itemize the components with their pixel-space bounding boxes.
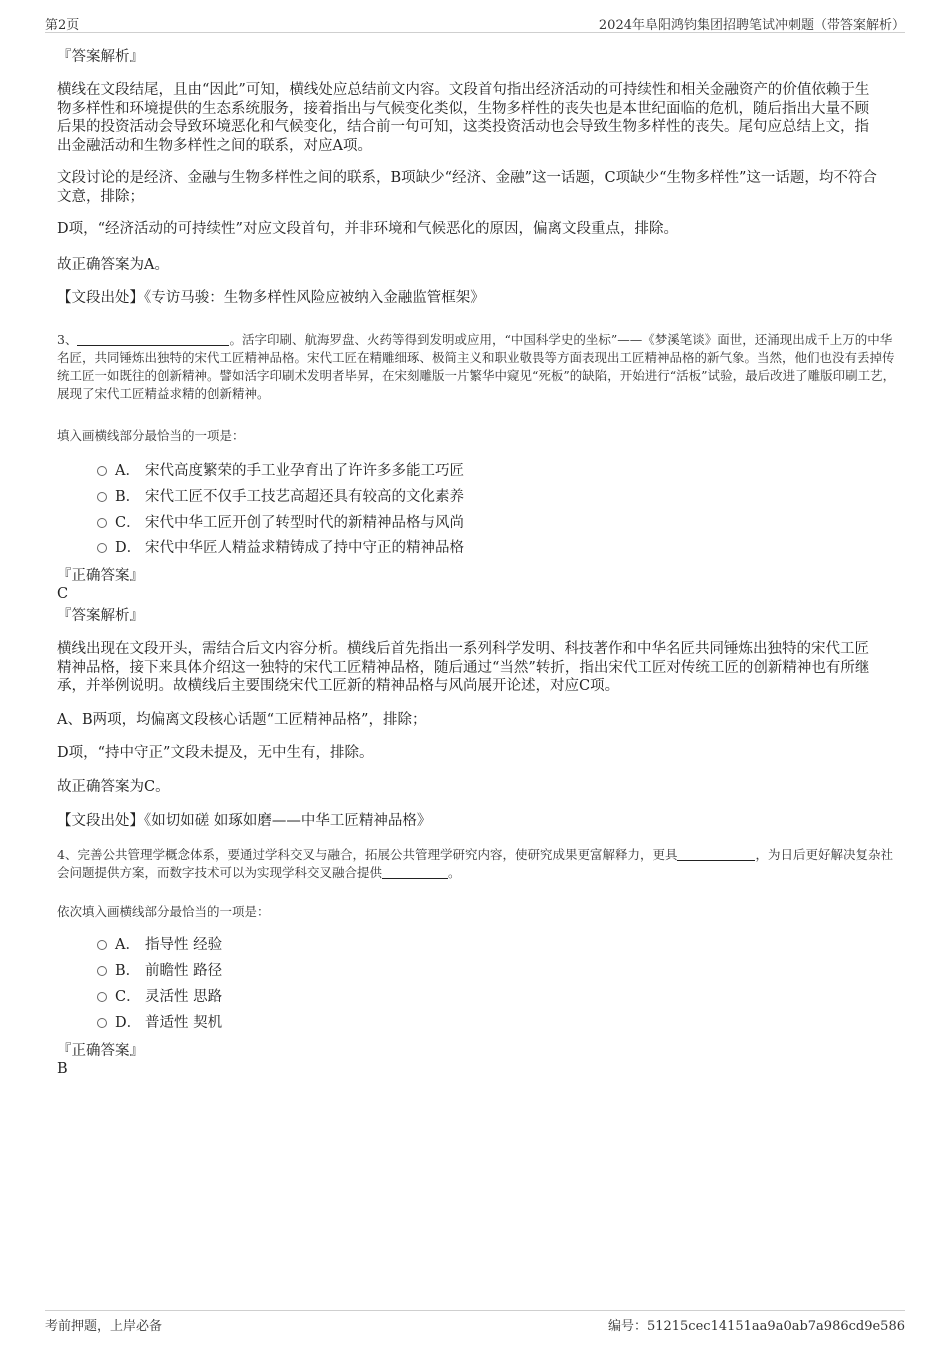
correct-answer: C — [57, 586, 69, 602]
radio-icon[interactable] — [97, 518, 107, 528]
analysis-paragraph: D项，“经济活动的可持续性”对应文段首句，并非环境和气候恶化的原因，偏离文段重点，排除。 — [57, 221, 678, 237]
question-4-stem — [57, 846, 902, 882]
question-text: 完善公共管理学概念体系，要通过学科交叉与融合，拓展公共管理学研究内容，使研究成果更富解释力，更具 — [77, 847, 678, 862]
analysis-paragraph: A、B两项，均偏离文段核心话题“工匠精神品格”，排除； — [57, 712, 427, 728]
option-c[interactable]: C． 灵活性 思路 — [97, 987, 222, 1007]
answer-blank — [77, 333, 229, 346]
question-prompt: 填入画横线部分最恰当的一项是： — [57, 428, 245, 443]
analysis-paragraph: 横线出现在文段开头，需结合后文内容分析。横线后首先指出一系列科学发明、科技著作和中华名匠共同锤炼出独特的宋代工匠精神品格，接下来具体介绍这一独特的宋代工匠精神品格，随后通过“当然”转折，指出宋代工匠对传统工匠的创新精神也有所继承，并举例说明。故横线后主要围绕宋代工匠新的精神品格与风尚展开论述，对应C项。 — [57, 641, 870, 694]
option-b[interactable]: B． 宋代工匠不仅手工技艺高超还具有较高的文化素养 — [97, 487, 464, 507]
analysis-paragraph: 文段讨论的是经济、金融与生物多样性之间的联系，B项缺少“经济、金融”这一话题，C项缺少“生物多样性”这一话题，均不符合文意，排除； — [57, 170, 877, 205]
option-d[interactable]: D． 普适性 契机 — [97, 1013, 222, 1033]
conclusion: 故正确答案为C。 — [57, 779, 170, 795]
question-number: 3、 — [57, 332, 78, 347]
footer-slogan: 考前押题，上岸必备 — [45, 1319, 163, 1334]
option-a[interactable]: A． 指导性 经验 — [97, 935, 222, 955]
radio-icon[interactable] — [97, 543, 107, 553]
analysis-label: 『答案解析』 — [57, 49, 144, 65]
question-text: 。活字印刷、航海罗盘、火药等得到发明或应用，“中国科学史的坐标”——《梦溪笔谈》面世，还涌现出成千上万的中华名匠，共同锤炼出独特的宋代工匠精神品格。宋代工匠在精雕细琢、极简主义和职业敬畏等方面表现出工匠精神品格的新气象。当然，他们也没有丢掉传统工匠一如既往的创新精神。譬如活字印刷术发明者毕昇，在宋刻雕版一片繁华中窥见“死板”的缺陷，开始进行“活板”试验，最后改进了雕版印刷工艺，展现了宋代工匠精益求精的创新精神。 — [57, 332, 896, 401]
page-number: 第2页 — [45, 18, 80, 33]
answer-label: 『正确答案』 — [57, 568, 144, 584]
question-prompt: 依次填入画横线部分最恰当的一项是： — [57, 904, 270, 919]
radio-icon[interactable] — [97, 940, 107, 950]
analysis-paragraph: 横线在文段结尾，且由“因此”可知，横线处应总结前文内容。文段首句指出经济活动的可持续性和相关金融资产的价值依赖于生物多样性和环境提供的生态系统服务，接着指出与气候变化类似，生物多样性的丧失也是本世纪面临的危机，随后指出大量不顾后果的投资活动会导致环境恶化和气候变化，结合前一句可知，这类投资活动也会导致生物多样性的丧失。尾句应总结上文，指出金融活动和生物多样性之间的联系，对应A项。 — [57, 82, 870, 154]
analysis-paragraph: D项，“持中守正”文段未提及，无中生有，排除。 — [57, 745, 374, 761]
document-id: 编号：51215cec14151aa9a0ab7a986cd9e586 — [607, 1319, 905, 1334]
question-3-stem — [57, 331, 902, 403]
option-c[interactable]: C． 宋代中华工匠开创了转型时代的新精神品格与风尚 — [97, 513, 464, 533]
page-header — [45, 12, 905, 33]
radio-icon[interactable] — [97, 1018, 107, 1028]
analysis-label: 『答案解析』 — [57, 608, 144, 624]
option-b[interactable]: B． 前瞻性 路径 — [97, 961, 222, 981]
radio-icon[interactable] — [97, 466, 107, 476]
conclusion: 故正确答案为A。 — [57, 257, 169, 273]
question-number: 4、 — [57, 847, 78, 862]
source-citation: 【文段出处】《专访马骏：生物多样性风险应被纳入金融监管框架》 — [57, 290, 485, 306]
answer-blank — [382, 866, 448, 879]
option-d[interactable]: D． 宋代中华匠人精益求精铸成了持中守正的精神品格 — [97, 538, 464, 558]
source-citation: 【文段出处】《如切如磋 如琢如磨——中华工匠精神品格》 — [57, 813, 432, 829]
radio-icon[interactable] — [97, 992, 107, 1002]
radio-icon[interactable] — [97, 966, 107, 976]
question-text: 。 — [448, 865, 461, 880]
option-a[interactable]: A． 宋代高度繁荣的手工业孕育出了许许多多能工巧匠 — [97, 461, 464, 481]
answer-blank — [677, 848, 755, 861]
answer-label: 『正确答案』 — [57, 1043, 144, 1059]
radio-icon[interactable] — [97, 492, 107, 502]
document-title: 2024年阜阳鸿钧集团招聘笔试冲刺题（带答案解析） — [598, 18, 905, 33]
page-footer — [45, 1310, 905, 1335]
correct-answer: B — [57, 1061, 68, 1077]
question-text: ，为日后更好解决复杂社会问题提供方案，而数字技术可以为实现学科交叉融合提供 — [57, 847, 893, 880]
